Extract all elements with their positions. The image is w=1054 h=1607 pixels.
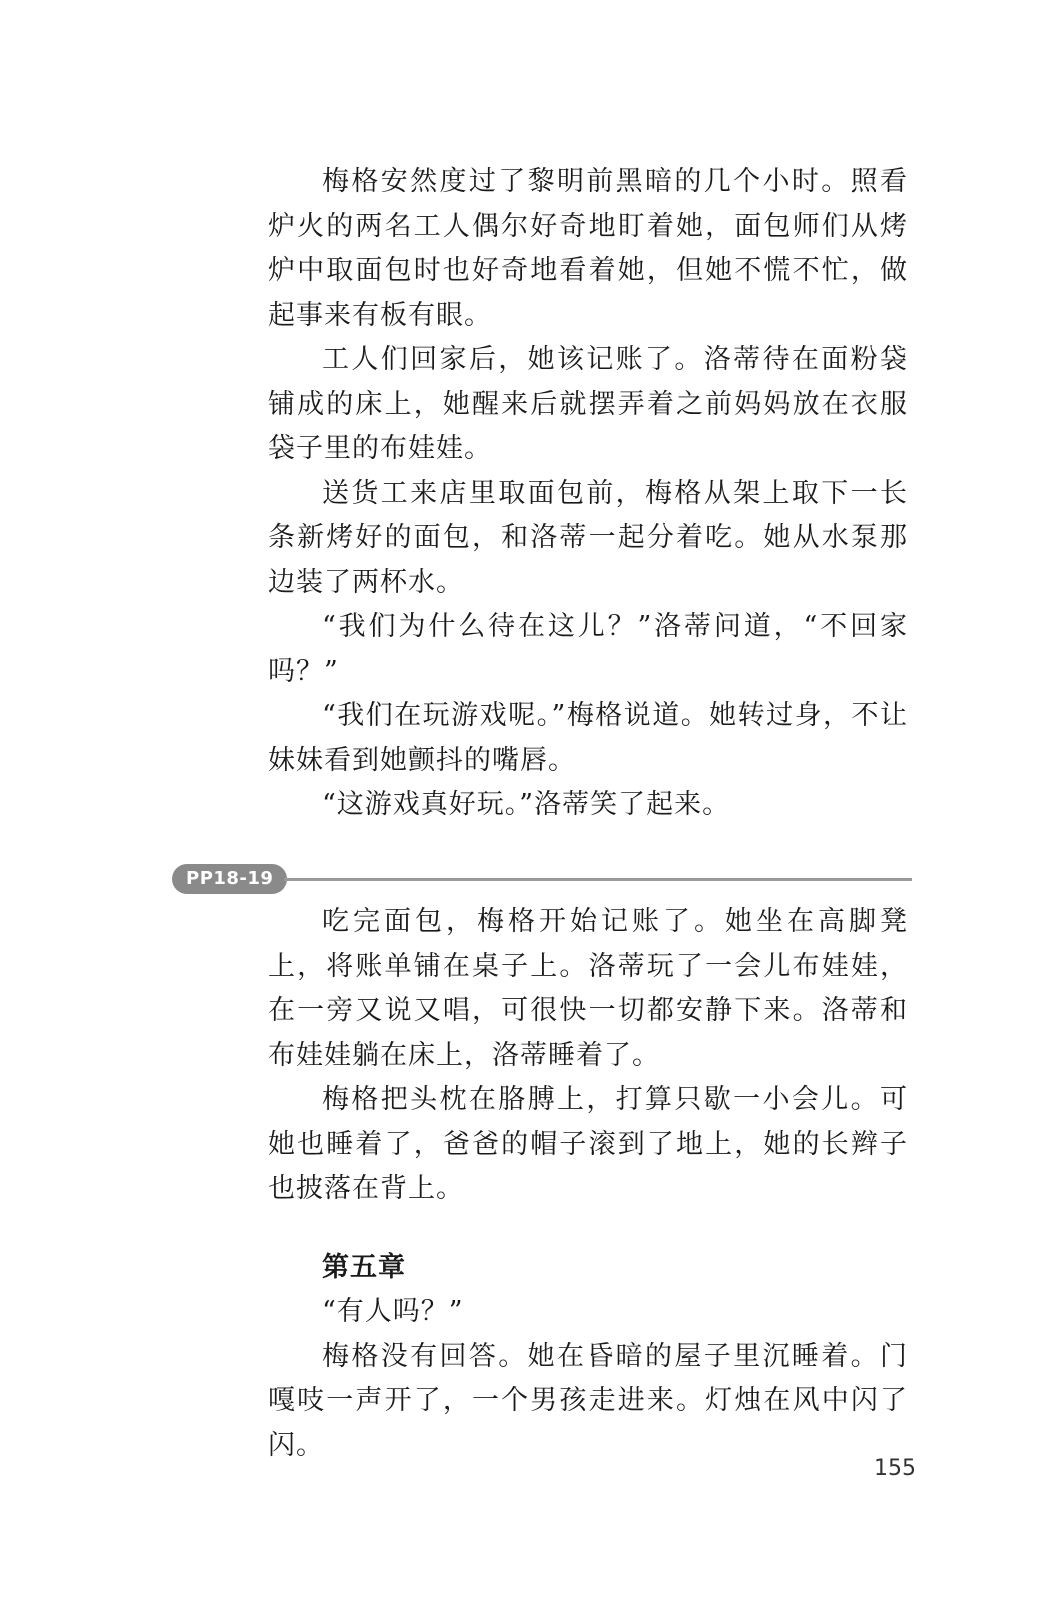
paragraph: 梅格安然度过了黎明前黑暗的几个小时。照看炉火的两名工人偶尔好奇地盯着她，面包师们从烤炉中取面包时也好奇地看着她，但她不慌不忙，做起事来有板有眼。 [268, 166, 908, 331]
chapter-heading: 第五章 [322, 1252, 406, 1283]
divider-line [284, 878, 912, 881]
text-section-a [268, 160, 908, 828]
paragraph: “我们在玩游戏呢。”梅格说道。她转过身，不让妹妹看到她颤抖的嘴唇。 [268, 700, 908, 776]
paragraph: 工人们回家后，她该记账了。洛蒂待在面粉袋铺成的床上，她醒来后就摆弄着之前妈妈放在衣服袋子里的布娃娃。 [268, 344, 908, 464]
text-section-b [268, 900, 908, 1212]
page-number: 155 [874, 1456, 916, 1481]
paragraph: 梅格把头枕在胳膊上，打算只歇一小会儿。可她也睡着了，爸爸的帽子滚到了地上，她的长辫子也披落在背上。 [268, 1084, 908, 1204]
paragraph: “我们为什么待在这儿？”洛蒂问道，“不回家吗？” [268, 611, 908, 687]
text-section-c [268, 1290, 908, 1468]
paragraph: 送货工来店里取面包前，梅格从架上取下一长条新烤好的面包，和洛蒂一起分着吃。她从水泵那边装了两杯水。 [268, 477, 908, 598]
page-reference-badge: PP18-19 [172, 864, 287, 894]
paragraph: 梅格没有回答。她在昏暗的屋子里沉睡着。门嘎吱一声开了，一个男孩走进来。灯烛在风中闪了闪。 [268, 1340, 908, 1461]
paragraph: 吃完面包，梅格开始记账了。她坐在高脚凳上，将账单铺在桌子上。洛蒂玩了一会儿布娃娃，在一旁又说又唱，可很快一切都安静下来。洛蒂和布娃娃躺在床上，洛蒂睡着了。 [268, 906, 908, 1071]
page-reference-marker [172, 862, 912, 898]
paragraph: “这游戏真好玩。”洛蒂笑了起来。 [322, 789, 731, 820]
paragraph: “有人吗？” [322, 1296, 464, 1327]
